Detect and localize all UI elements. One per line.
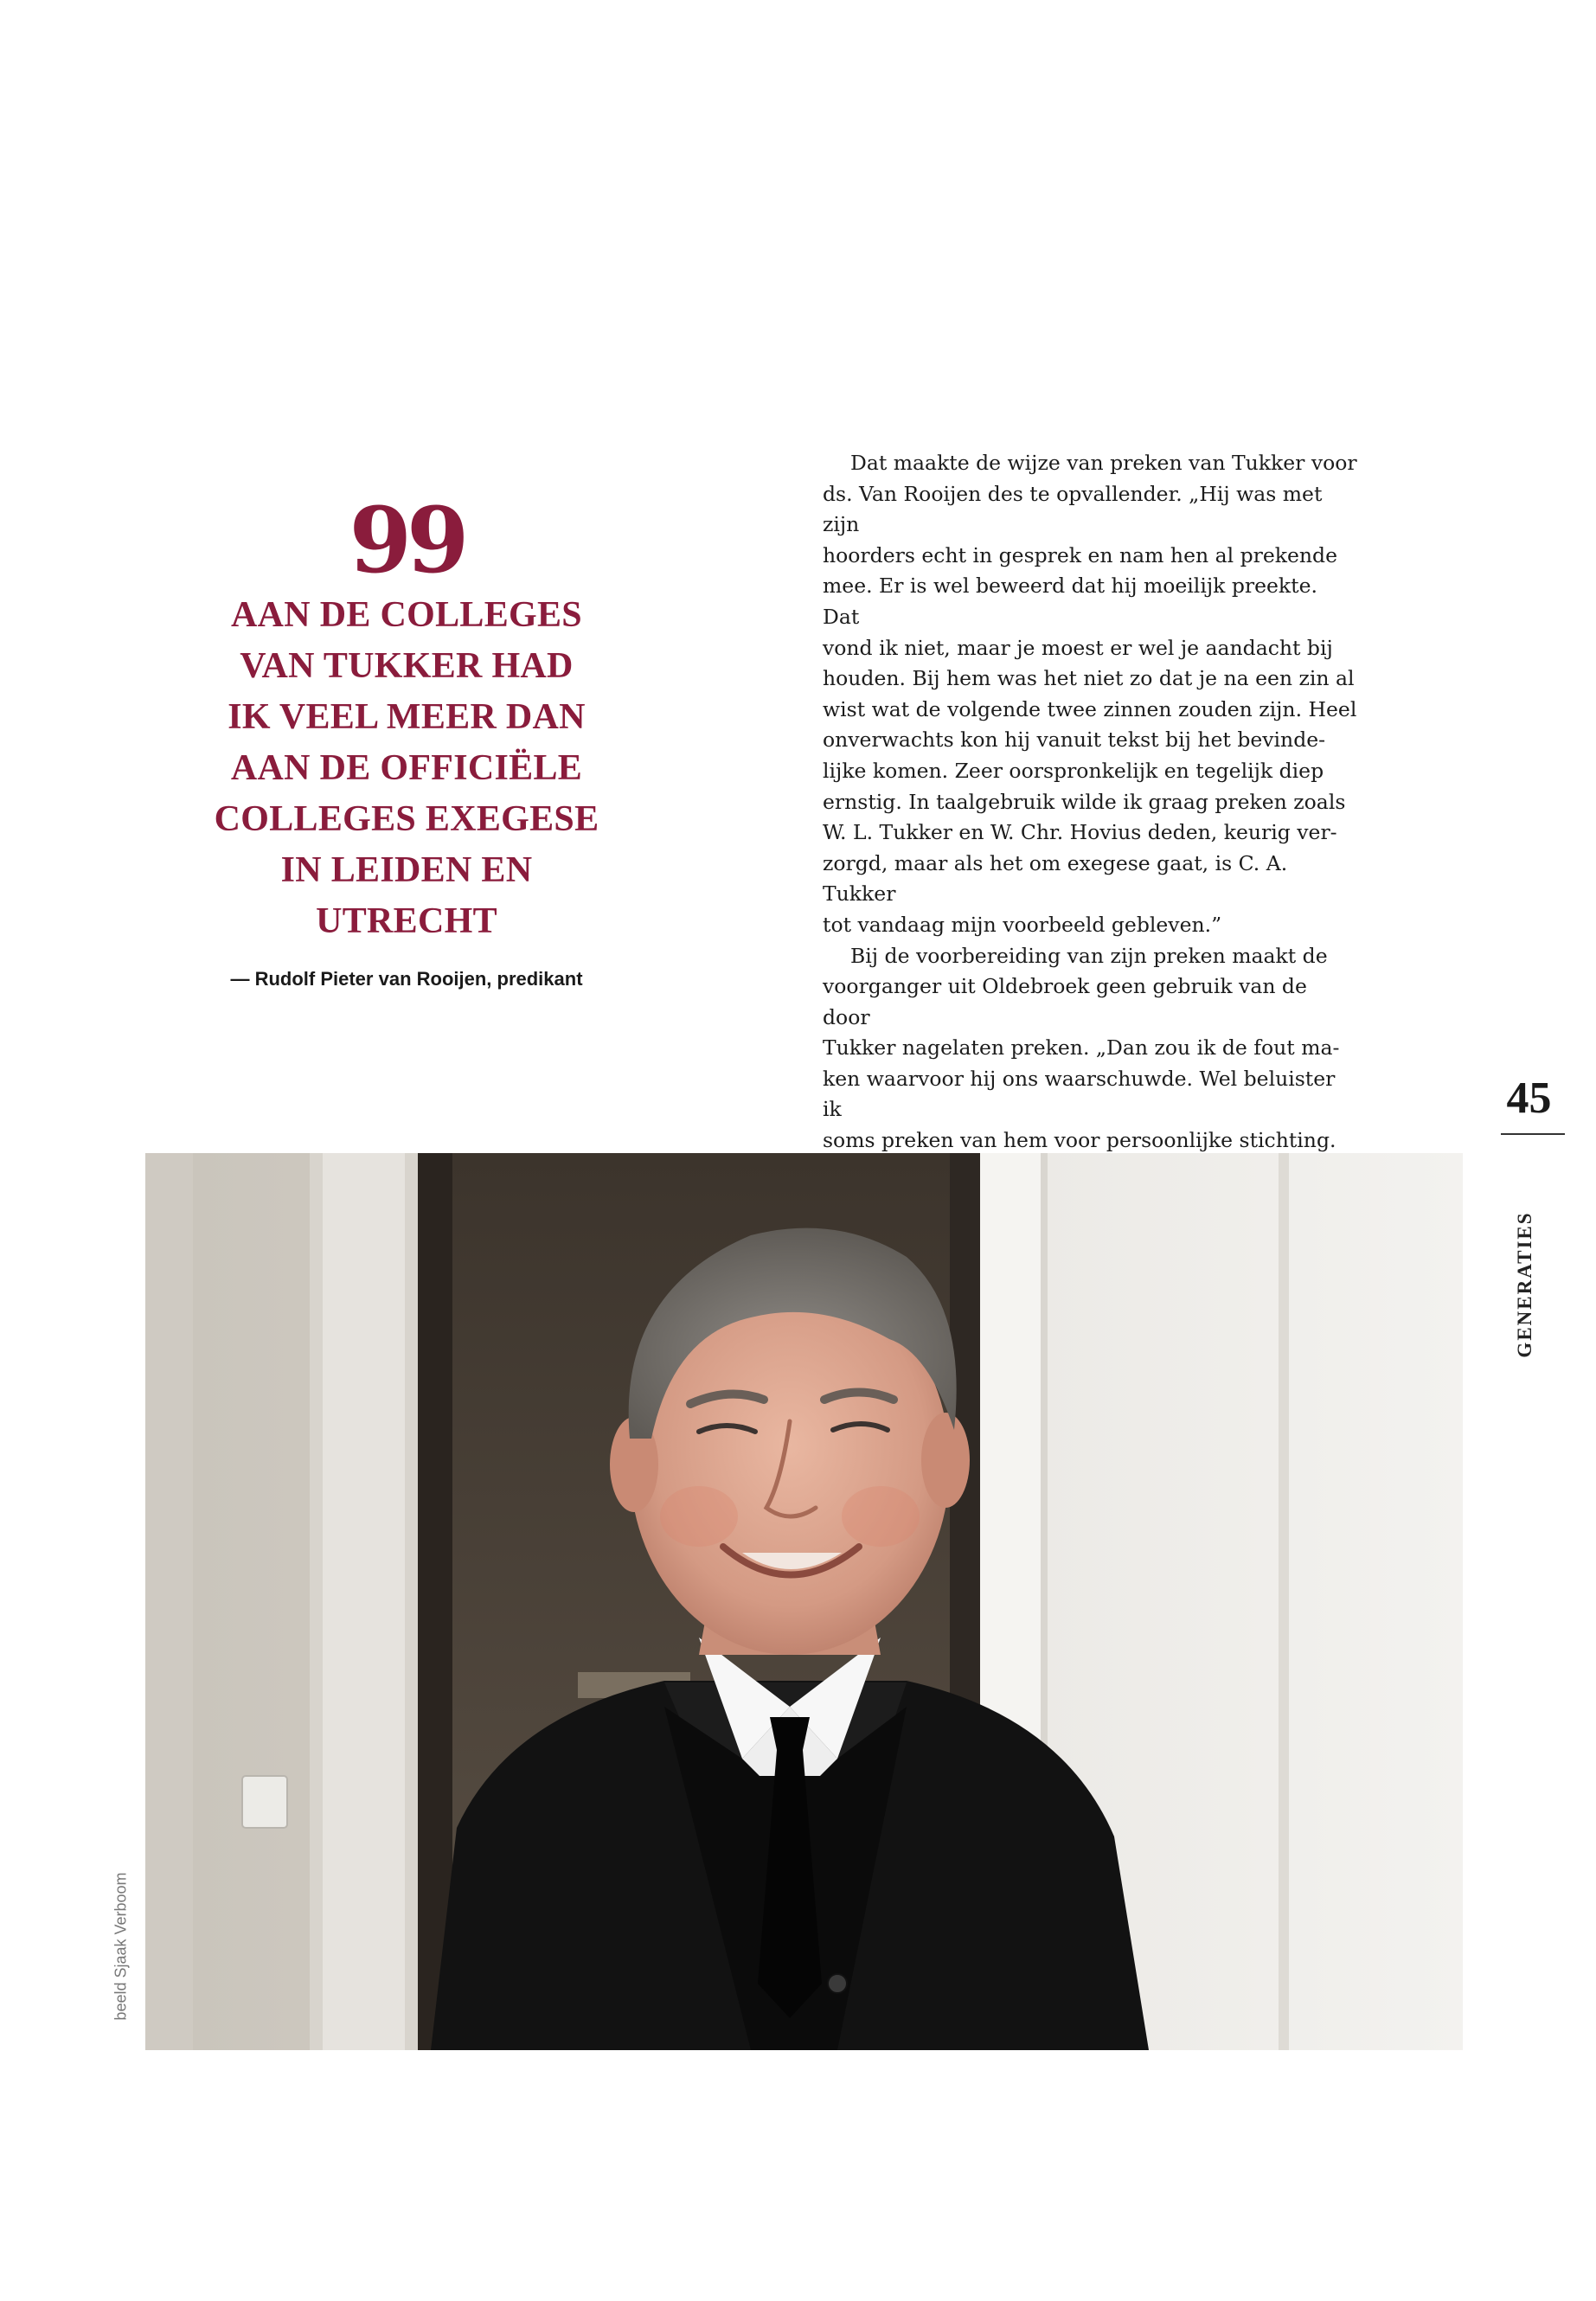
- quotation-mark-icon: 99: [349, 487, 465, 593]
- body-paragraph: [823, 448, 1359, 941]
- portrait-photo: [145, 1153, 1463, 2050]
- photo-credit-text: beeld Sjaak Verboom: [112, 1872, 130, 2021]
- article-body: [823, 448, 1359, 1248]
- page-number: 45: [1506, 1074, 1552, 1123]
- pull-quote-text: AAN DE COLLEGES VAN TUKKER HAD IK VEEL MEER DAN AAN DE OFFICIËLE COLLEGES EXEGESE IN LEIDEN EN UTRECHT: [214, 595, 599, 941]
- pull-quote: [199, 487, 614, 990]
- section-label-text: GENERATIES: [1514, 1211, 1535, 1358]
- body-paragraph-text: Bij de voorbereiding van zijn preken maakt de voorganger uit Oldebroek geen gebruik van de door Tukker nagelaten preken. „Dan zou ik de fout ma- ken waarvoor hij ons waarschuwde. Wel beluister ik soms preken van hem voor persoonlijke stichting.: [823, 943, 1340, 1153]
- portrait-photo-illustration: [145, 1153, 1463, 2050]
- body-paragraph-text: Dat maakte de wijze van preken van Tukker voor ds. Van Rooijen des te opvallender. „Hij was met zijn hoorders echt in gesprek en nam hen al prekende mee. Er is wel beweerd dat hij moeilijk preekte. Dat vond ik niet, maar je moest er wel je aandacht bij houden. Bij hem was het niet zo dat je na een zin al wist wat de volgende twee zinnen zouden zijn. Heel onverwachts kon hij vanuit tekst bij het bevinde- lijke komen. Zeer oorspronkelijk en tegelijk diep ernstig. In taalgebruik wilde ik graag preken zoals W. L. Tukker en W. Chr. Hovius deden, keurig ver- zorgd, maar als het om exegese gaat, is C. A. Tukker tot vandaag mijn voorbeeld gebleven.”: [823, 451, 1357, 937]
- page-number-divider: [1501, 1133, 1565, 1135]
- pull-quote-attribution: — Rudolf Pieter van Rooijen, predikant: [230, 968, 583, 990]
